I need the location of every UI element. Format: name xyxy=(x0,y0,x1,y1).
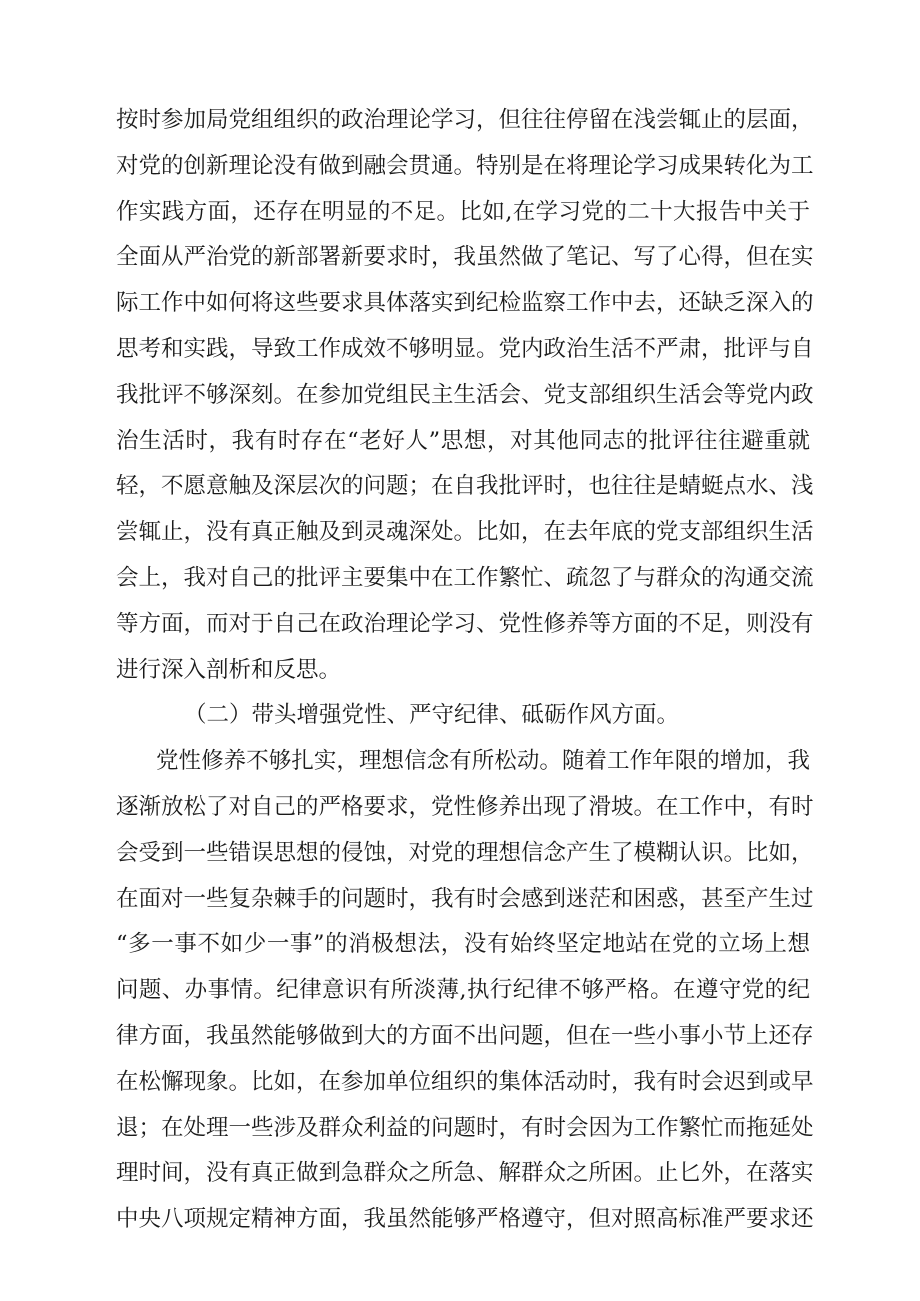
text-line: 作实践方面，还存在明显的不足。比如,在学习党的二十大报告中关于 xyxy=(116,198,810,225)
text-line: 中央八项规定精神方面，我虽然能够严格遵守，但对照高标准严要求还 xyxy=(116,1206,814,1233)
text-line: 在松懈现象。比如，在参加单位组织的集体活动时，我有时会迟到或早 xyxy=(116,1068,814,1095)
section-heading: （二）带头增强党性、严守纪律、砥砺作风方面。 xyxy=(184,702,680,729)
text-line: 在面对一些复杂棘手的问题时，我有时会感到迷茫和困惑，甚至产生过 xyxy=(116,885,814,912)
text-line: 逐渐放松了对自己的严格要求，党性修养出现了滑坡。在工作中，有时 xyxy=(116,793,814,820)
text-line: “多一事不如少一事”的消极想法，没有始终坚定地站在党的立场上想 xyxy=(116,931,810,958)
text-line: 尝辄止，没有真正触及到灵魂深处。比如，在去年底的党支部组织生活 xyxy=(116,519,814,546)
text-line: 会受到一些错误思想的侵蚀，对党的理想信念产生了模糊认识。比如， xyxy=(116,839,814,866)
text-line: 律方面，我虽然能够做到大的方面不出问题，但在一些小事小节上还存 xyxy=(116,1022,814,1049)
document-body xyxy=(116,98,814,1243)
text-line: 进行深入剖析和反思。 xyxy=(116,656,342,683)
text-line: 退；在处理一些涉及群众利益的问题时，有时会因为工作繁忙而拖延处 xyxy=(116,1114,814,1141)
text-line: 党性修养不够扎实，理想信念有所松动。随着工作年限的增加，我 xyxy=(156,748,810,775)
text-line: 治生活时，我有时存在“老好人”思想，对其他同志的批评往往避重就 xyxy=(116,427,810,454)
text-line: 对党的创新理论没有做到融会贯通。特别是在将理论学习成果转化为工 xyxy=(116,152,814,179)
text-line: 轻，不愿意触及深层次的问题；在自我批评时，也往往是蜻蜓点水、浅 xyxy=(116,473,814,500)
text-line: 会上，我对自己的批评主要集中在工作繁忙、疏忽了与群众的沟通交流 xyxy=(116,564,814,591)
text-line: 按时参加局党组组织的政治理论学习，但往往停留在浅尝辄止的层面， xyxy=(116,107,814,133)
text-line: 问题、办事情。纪律意识有所淡薄,执行纪律不够严格。在遵守党的纪 xyxy=(116,977,810,1004)
text-line: 我批评不够深刻。在参加党组民主生活会、党支部组织生活会等党内政 xyxy=(116,381,814,408)
text-line: 全面从严治党的新部署新要求时，我虽然做了笔记、写了心得，但在实 xyxy=(116,244,814,271)
text-line: 理时间，没有真正做到急群众之所急、解群众之所困。止匕外，在落实 xyxy=(116,1160,814,1187)
text-line: 际工作中如何将这些要求具体落实到纪检监察工作中去，还缺乏深入的 xyxy=(116,290,814,317)
text-line: 等方面，而对于自己在政治理论学习、党性修养等方面的不足，则没有 xyxy=(116,610,814,637)
text-line: 思考和实践，导致工作成效不够明显。党内政治生活不严肃，批评与自 xyxy=(116,335,814,362)
